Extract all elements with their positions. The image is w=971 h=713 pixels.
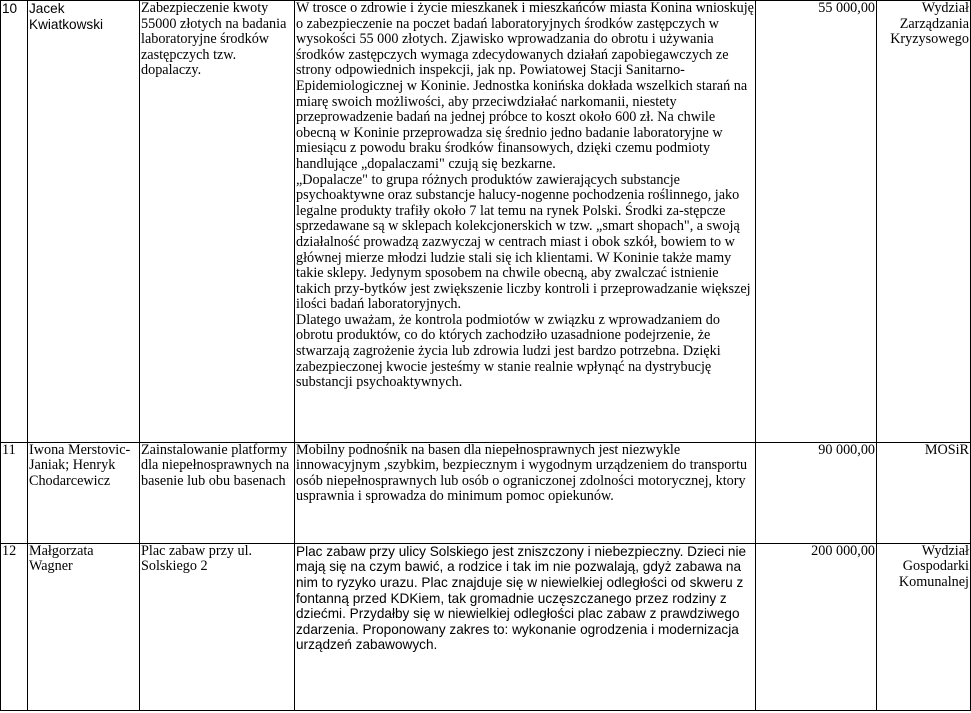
description-cell (295, 1, 756, 443)
table-row (1, 543, 971, 710)
description-paragraph: „Dopalacze" to grupa różnych produktów zawierających substancje psychoaktywne oraz substancje halucy-nogenne pochodzenia roślinnego, jako legalne produkty trafiły około 7 lat temu na rynek Polski. Środki za-stępcze sprzedawane są w sklepach kolekcjonerskich w tzw. „smart shopach", a swoją działalność prowadzą zazwyczaj w centrach miast i obok szkół, bowiem to w głównej mierze młodzi ludzie stali się ich klientami. W Koninie także mamy takie sklepy. Jedynym sposobem na chwile obecną, aby zwalczać istnienie takich przy-bytków jest zwiększenie liczby kontroli i przeprowadzanie większej ilości badań laboratoryjnych. (296, 171, 751, 313)
title-cell: Zainstalowanie platformy dla niepełnosprawnych na basenie lub obu basenach (140, 442, 295, 543)
amount-cell: 90 000,00 (756, 442, 877, 543)
department-cell: Wydział Zarządzania Kryzysowego (877, 1, 971, 443)
amount-cell: 55 000,00 (756, 1, 877, 443)
description-paragraph: Mobilny podnośnik na basen dla niepełnosprawnych jest niezwykle innowacyjnym ,szybkim, bezpiecznym i wygodnym urządzeniem do transportu osób niepełnosprawnych lub osób o ograniczonej zdolności motorycznej, ktory usprawnia i sprowadza do minimum pomoc opiekunów. (296, 441, 748, 505)
table-row (1, 442, 971, 543)
title-cell: Zabezpieczenie kwoty 55000 złotych na badania laboratoryjne środków zastępczych tzw. dopalaczy. (140, 1, 295, 443)
amount-cell: 200 000,00 (756, 543, 877, 710)
description-paragraph: Plac zabaw przy ulicy Solskiego jest zniszczony i niebezpieczny. Dzieci nie mają się na czym bawić, a rodzice i tak im nie pozwalają, gdyż zabawa na nim to ryzyko urazu. Plac znajduje się w niewielkiej odległości od skweru z fontanną przed KDKiem, tak gromadnie uczęszczanego przez rodziny z dziećmi. Przydałby się w niewielkiej odległości plac zabaw z prawdziwego zdarzenia. Proponowany zakres to: wykonanie ogrodzenia i modernizacja urządzeń zabawowych. (296, 543, 747, 653)
table-row (1, 1, 971, 443)
row-number: 10 (1, 1, 28, 443)
description-paragraph: Dlatego uważam, że kontrola podmiotów w związku z wprowadzaniem do obrotu produktów, co do których zachodziło uzasadnione podejrzenie, że stwarzają zagrożenie życia lub zdrowia ludzi jest bardzo potrzebna. Dzięki zabezpieczonej kwocie jesteśmy w stanie realnie wpłynąć na dystrybucję substancji psychoaktywnych. (296, 311, 721, 391)
description-cell (295, 543, 756, 710)
row-number: 11 (1, 442, 28, 543)
row-number: 12 (1, 543, 28, 710)
description-cell (295, 442, 756, 543)
author-cell: Iwona Merstovic-Janiak; Henryk Chodarcewicz (28, 442, 140, 543)
author-cell: Jacek Kwiatkowski (28, 1, 140, 443)
department-cell: MOSiR (877, 442, 971, 543)
department-cell: Wydział Gospodarki Komunalnej (877, 543, 971, 710)
author-cell: Małgorzata Wagner (28, 543, 140, 710)
title-cell: Plac zabaw przy ul. Solskiego 2 (140, 543, 295, 710)
description-paragraph: W trosce o zdrowie i życie mieszkanek i mieszkańców miasta Konina wnioskuję o zabezpieczenie na poczet badań laboratoryjnych środków zastępczych w wysokości 55 000 złotych. Zjawisko wprowadzania do obrotu i używania środków zastępczych wymaga zdecydowanych działań zapobiegawczych ze strony odpowiednich inspekcji, jak np. Powiatowej Stacji Sanitarno-Epidemiologicznej w Koninie. Jednostka konińska dokłada wszelkich starań na miarę swoich możliwości, aby przeciwdziałać narkomanii, niestety przeprowadzenie badań na jednej próbce to koszt około 600 zł. Na chwile obecną w Koninie przeprowadza się średnio jedno badanie laboratoryjne w miesiącu z powodu braku środków finansowych, dzięki czemu podmioty handlujące „dopalaczami" czują się bezkarne. (296, 0, 754, 172)
